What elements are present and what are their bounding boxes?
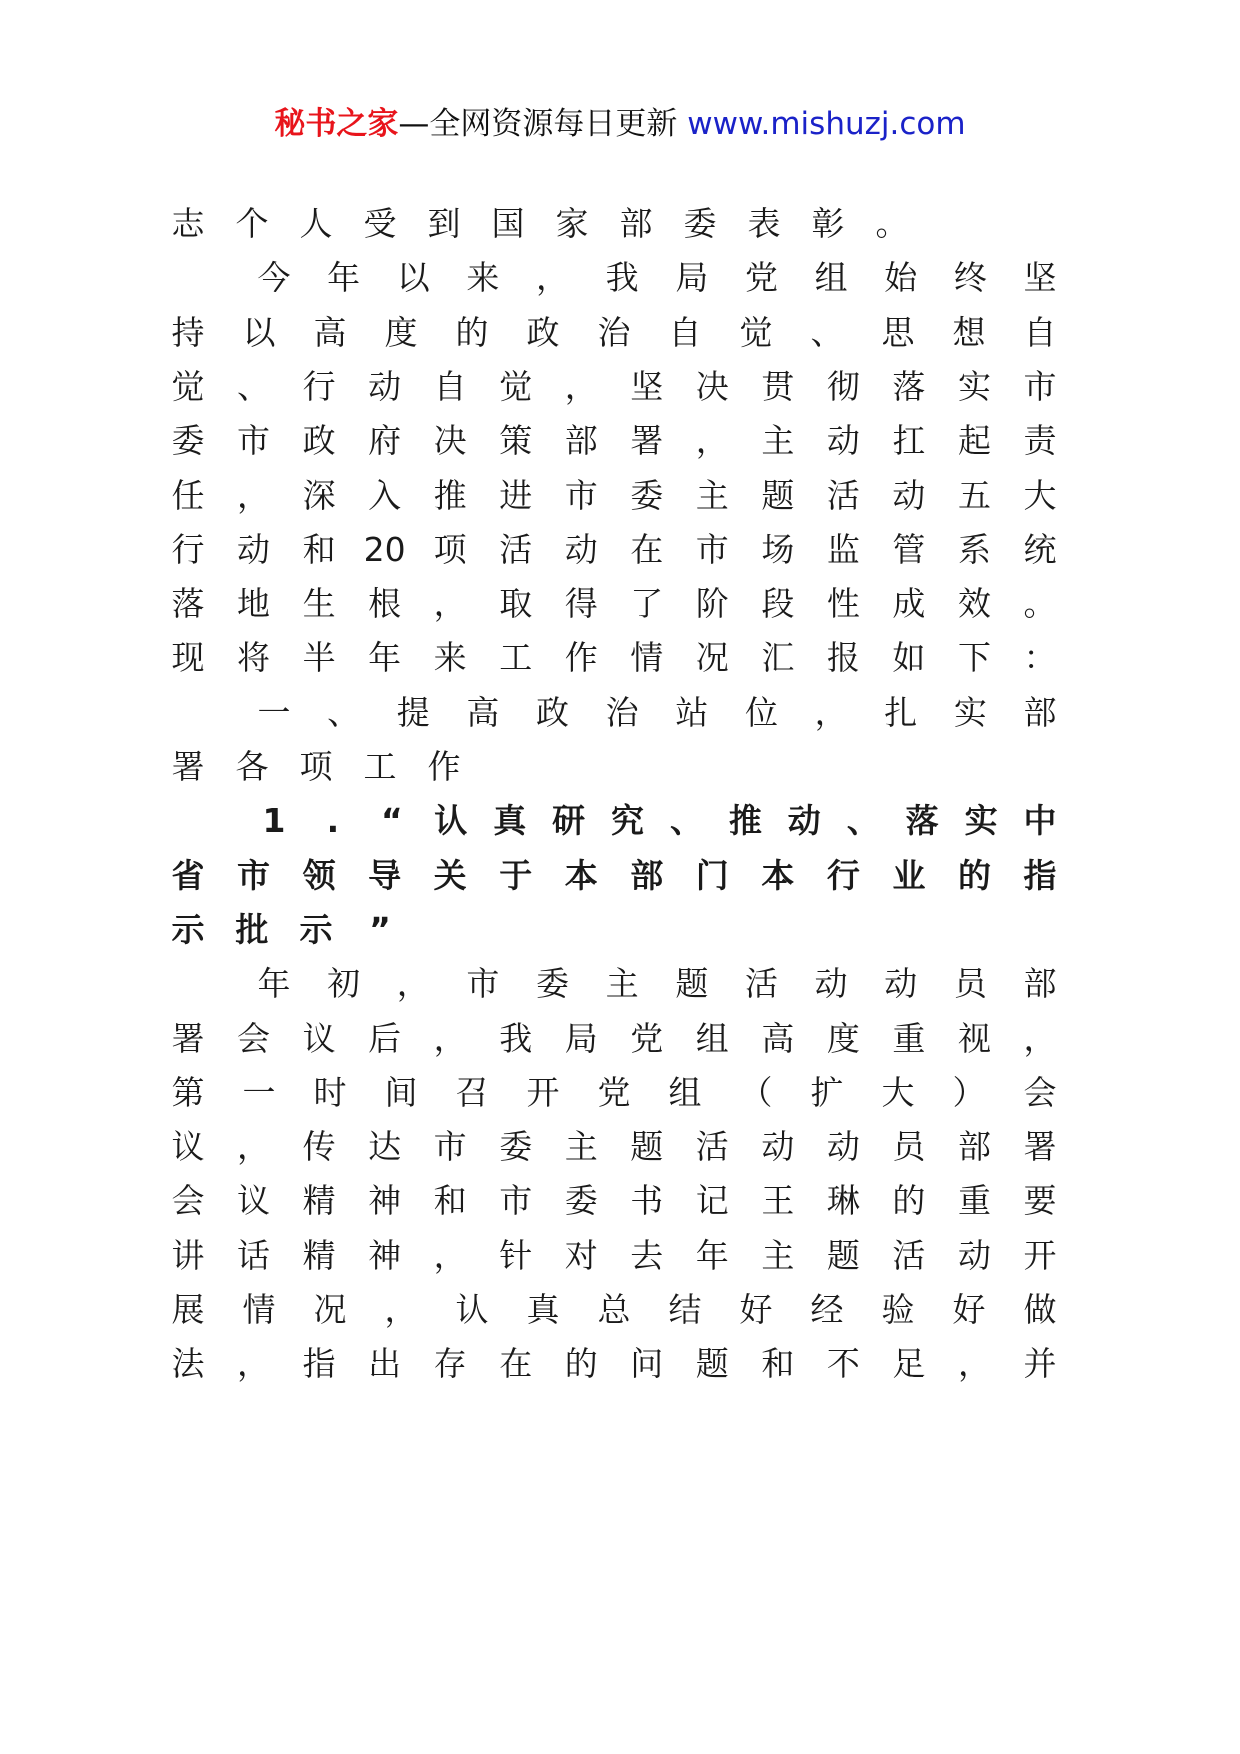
- body-line: 会 议 精 神 和 市 委 书 记 王 琳 的 重 要: [171, 1181, 1057, 1221]
- body-line: 一 、 提 高 政 治 站 位 ， 扎 实 部: [257, 692, 1057, 732]
- body-line: 现 将 半 年 来 工 作 情 况 汇 报 如 下 ：: [171, 638, 1057, 678]
- brand-name: 秘书之家: [274, 106, 399, 142]
- body-line: 年 初 ， 市 委 主 题 活 动 动 员 部: [257, 964, 1057, 1004]
- body-line: 行 动 和 20 项 活 动 在 市 场 监 管 系 统: [171, 529, 1057, 569]
- body-line: 省 市 领 导 关 于 本 部 门 本 行 业 的 指: [171, 855, 1057, 895]
- body-line: 志 个 人 受 到 国 家 部 委 表 彰 。: [171, 204, 909, 243]
- site-header-banner: [0, 104, 1240, 144]
- body-line: 讲 话 精 神 ， 针 对 去 年 主 题 活 动 开: [171, 1235, 1057, 1275]
- body-line: 今 年 以 来 ， 我 局 党 组 始 终 坚: [257, 258, 1057, 298]
- body-line: 署 会 议 后 ， 我 局 党 组 高 度 重 视 ，: [171, 1018, 1057, 1058]
- header-slogan: —全网资源每日更新: [398, 106, 688, 142]
- body-line: 1 . “ 认 真 研 究 、 推 动 、 落 实 中: [262, 801, 1057, 841]
- body-line: 觉 、 行 动 自 觉 ， 坚 决 贯 彻 落 实 市: [171, 366, 1057, 406]
- body-line: 持 以 高 度 的 政 治 自 觉 、 思 想 自: [171, 312, 1057, 352]
- body-line: 署 各 项 工 作: [171, 747, 461, 786]
- body-line: 第 一 时 间 召 开 党 组 （ 扩 大 ） 会: [171, 1072, 1057, 1112]
- body-line: 法 ， 指 出 存 在 的 问 题 和 不 足 ， 并: [171, 1344, 1057, 1384]
- body-line: 议 ， 传 达 市 委 主 题 活 动 动 员 部 署: [171, 1127, 1057, 1167]
- body-line: 任 ， 深 入 推 进 市 委 主 题 活 动 五 大: [171, 475, 1057, 515]
- site-url-link[interactable]: www.mishuzj.com: [687, 106, 966, 142]
- body-line: 落 地 生 根 ， 取 得 了 阶 段 性 成 效 。: [171, 584, 1057, 624]
- body-line: 展 情 况 ， 认 真 总 结 好 经 验 好 做: [171, 1290, 1057, 1329]
- body-line: 委 市 政 府 决 策 部 署 ， 主 动 扛 起 责: [171, 421, 1057, 461]
- body-line: 示 批 示 ”: [171, 909, 391, 949]
